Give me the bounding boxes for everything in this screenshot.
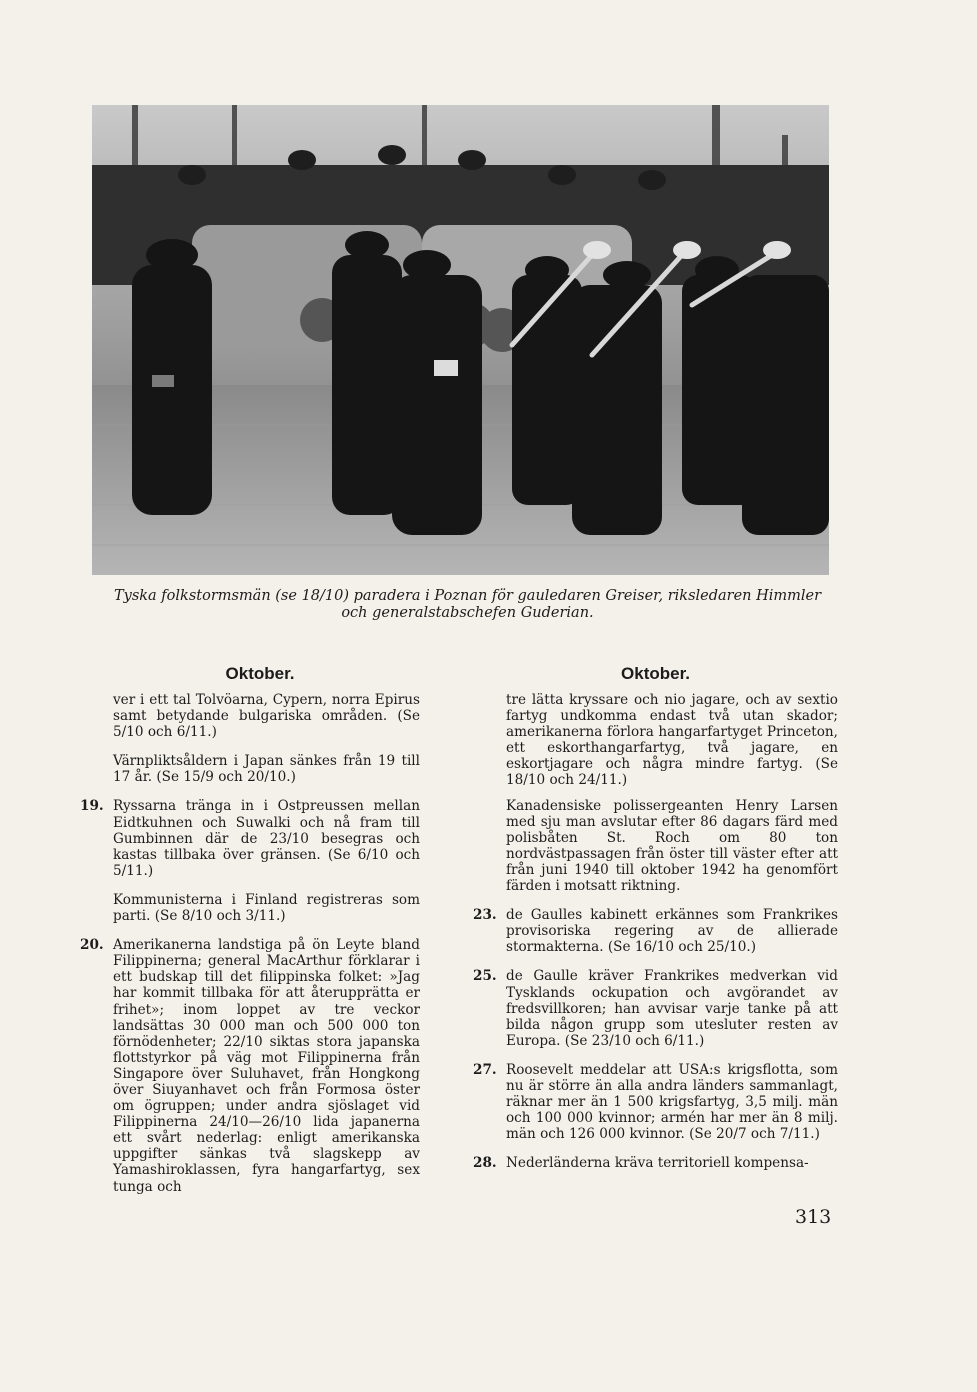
chronicle-entry bbox=[473, 798, 838, 895]
chronicle-entry bbox=[473, 907, 838, 955]
entry-day bbox=[80, 892, 113, 924]
entry-day: 28. bbox=[473, 1155, 497, 1172]
month-heading: Oktober. bbox=[621, 664, 690, 683]
entry-day: 19. bbox=[80, 798, 104, 815]
chronicle-entry bbox=[473, 1155, 838, 1171]
left-column bbox=[80, 664, 420, 1208]
entry-text: Nederländerna kräva territoriell kompensa- bbox=[506, 1155, 809, 1172]
chronicle-entry bbox=[80, 937, 420, 1195]
entry-day bbox=[473, 692, 506, 789]
month-heading: Oktober. bbox=[225, 664, 295, 683]
chronicle-entry bbox=[80, 753, 420, 785]
photo-caption: Tyska folkstormsmän (se 18/10) paradera i Poznan för gauledaren Greiser, riksledaren Himmler och generalstabschefen Guderian. bbox=[113, 588, 822, 621]
entry-text: Kommunisterna i Finland registreras som parti. (Se 8/10 och 3/11.) bbox=[113, 891, 420, 925]
entry-day bbox=[80, 753, 113, 785]
entry-day bbox=[80, 692, 113, 740]
page-number: 313 bbox=[795, 1206, 832, 1228]
entry-text: Roosevelt meddelar att USA:s krigsflotta, som nu är större än alla andra länders sammanlagt, räknar mer än 1 500 krigsfartyg, 3,5 milj. män och 100 000 kvinnor; armén har mer än 8 milj. män och 126 000 kvinnor. (Se 20/7 och 7/11.) bbox=[506, 1061, 838, 1143]
entry-day: 23. bbox=[473, 907, 497, 924]
entry-day bbox=[473, 798, 506, 895]
entry-text: tre lätta kryssare och nio jagare, och av sextio fartyg undkomma endast två utan skador; amerikanerna förlora hangarfartyget Princeton, ett eskorthangarfartyg, två jagare, en eskortjagare och några mindre fartyg. (Se 18/10 och 24/11.) bbox=[506, 692, 838, 789]
entry-text: Ryssarna tränga in i Ostpreussen mellan Eidtkuhnen och Suwalki och nå fram till Gumbinnen där de 23/10 besegras och kastas tillbaka över gränsen. (Se 6/10 och 5/11.) bbox=[113, 798, 420, 879]
entry-text: Värnpliktsåldern i Japan sänkes från 19 till 17 år. (Se 15/9 och 20/10.) bbox=[113, 753, 420, 786]
entry-text: de Gaulle kräver Frankrikes medverkan vid Tysklands ockupation och avgörandet av fredsvillkoren; han avvisar varje tanke på att bilda någon grupp som utesluter resten av Europa. (Se 23/10 och 6/11.) bbox=[506, 968, 838, 1049]
entry-text: de Gaulles kabinett erkännes som Frankrikes provisoriska regering av de allierade stormakterna. (Se 16/10 och 25/10.) bbox=[506, 907, 838, 956]
entry-text: ver i ett tal Tolvöarna, Cypern, norra Epirus samt betydande bulgariska områden. (Se 5/10 och 6/11.) bbox=[113, 692, 420, 741]
entry-day: 27. bbox=[473, 1061, 497, 1078]
entry-day: 20. bbox=[80, 937, 104, 954]
chronicle-entry bbox=[80, 692, 420, 740]
parade-photo bbox=[92, 105, 829, 575]
chronicle-entry bbox=[80, 798, 420, 878]
entry-day: 25. bbox=[473, 968, 497, 985]
chronicle-entry bbox=[473, 1062, 838, 1142]
parade-photo-image bbox=[92, 105, 829, 575]
chronicle-entry bbox=[473, 968, 838, 1048]
chronicle-entry bbox=[80, 892, 420, 924]
entry-text: Amerikanerna landstiga på ön Leyte bland Filippinerna; general MacArthur förklarar i ett budskap till det filippinska folket: »Jag har kommit tillbaka för att återupprätta er frihet»; inom loppet av tre veckor landsättas 30 000 man och 500 000 ton förnödenheter; 22/10 siktas stora japanska flottstyrkor på väg mot Filippinerna från Singapore över Suluhavet, från Hongkong över Siuyanhavet och från Formosa öster om ögruppen; under andra sjöslaget vid Filippinerna 24/10—26/10 lida japanerna ett svårt nederlag: enligt amerikanska uppgifter sänkas två slagskepp av Yamashiroklassen, fyra hangarfartyg, sex tunga och bbox=[113, 937, 420, 1195]
entry-text: Kanadensiske polissergeanten Henry Larsen med sju man avslutar efter 86 dagars färd med polisbåten St. Roch om 80 ton nordvästpassagen från öster till väster efter att från juni 1940 till oktober 1942 ha genomfört färden i motsatt riktning. bbox=[506, 797, 838, 895]
right-column bbox=[473, 664, 838, 1184]
chronicle-entry bbox=[473, 692, 838, 789]
